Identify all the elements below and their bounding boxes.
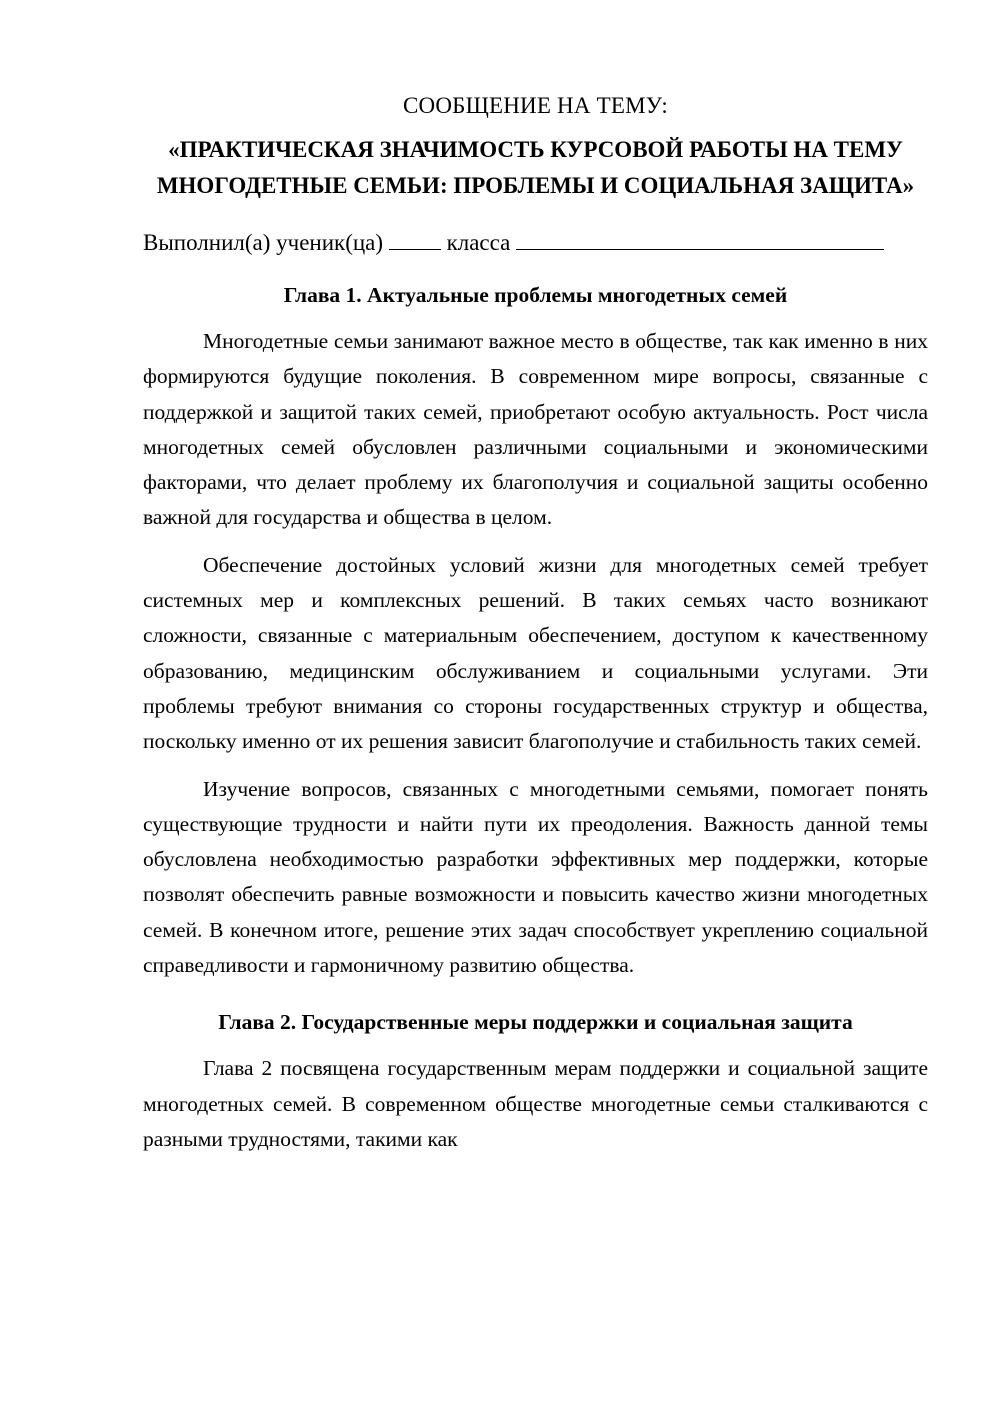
- page-content: [143, 88, 928, 1157]
- paragraph: Глава 2 посвящена государственным мерам поддержки и социальной защите многодетных семей. В современном обществе многодетные семьи сталкиваются с разными трудностями, такими как: [143, 1056, 928, 1151]
- class-label: класса: [446, 230, 511, 255]
- class-blank-field: [389, 231, 441, 250]
- chapter-heading: Глава 2. Государственные меры поддержки и социальная защита: [218, 1010, 853, 1035]
- paragraph: Многодетные семьи занимают важное место в обществе, так как именно в них формируются будущие поколения. В современном мире вопросы, связанные с поддержкой и защитой таких семей, приобретают особую актуальность. Рост числа многодетных семей обусловлен различными социальными и экономическими факторами, что делает проблему их благополучия и социальной защиты особенно важной для государства и общества в целом.: [143, 329, 928, 530]
- main-title: «ПРАКТИЧЕСКАЯ ЗНАЧИМОСТЬ КУРСОВОЙ РАБОТЫ НА ТЕМУ МНОГОДЕТНЫЕ СЕМЬИ: ПРОБЛЕМЫ И СОЦИАЛЬНАЯ ЗАЩИТА»: [156, 137, 915, 198]
- chapter-heading: Глава 1. Актуальные проблемы многодетных семей: [283, 283, 788, 307]
- byline: [143, 226, 928, 260]
- paragraph: Обеспечение достойных условий жизни для многодетных семей требует системных мер и комплексных решений. В таких семьях часто возникают сложности, связанные с материальным обеспечением, доступом к качественному образованию, медицинским обслуживанием и социальными услугами. Эти проблемы требуют внимания со стороны государственных структур и общества, поскольку именно от их решения зависит благополучие и стабильность таких семей.: [143, 552, 928, 754]
- performed-by-label: Выполнил(а) ученик(ца): [143, 230, 384, 255]
- chapter-2: [143, 1007, 928, 1157]
- paragraph: Изучение вопросов, связанных с многодетными семьями, помогает понять существующие трудности и найти пути их преодоления. Важность данной темы обусловлена необходимостью разработки эффективных мер поддержки, которые позволят обеспечить равные возможности и повысить качество жизни многодетных семей. В конечном итоге, решение этих задач способствует укреплению социальной справедливости и гармоничному развитию общества.: [143, 776, 928, 978]
- message-title: СООБЩЕНИЕ НА ТЕМУ:: [403, 93, 668, 118]
- chapter-1: [143, 280, 928, 983]
- student-name-blank-field: [516, 231, 884, 250]
